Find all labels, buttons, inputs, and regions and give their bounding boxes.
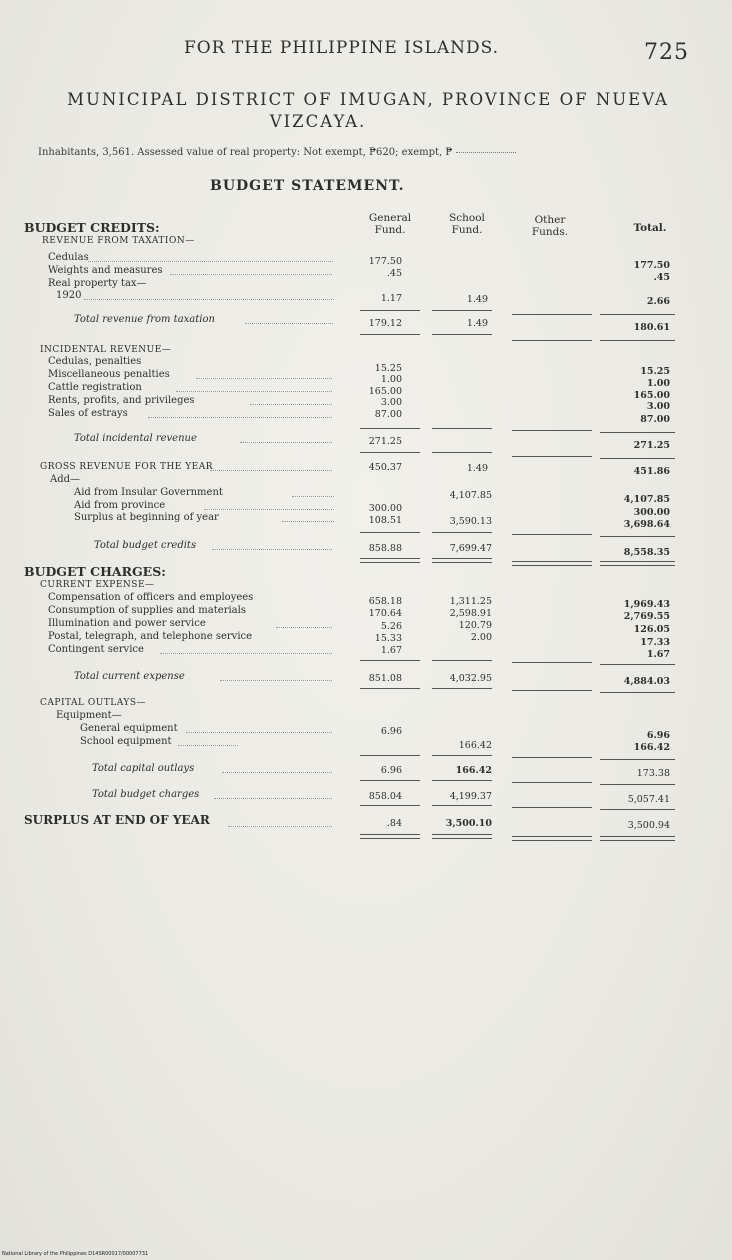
inhabitants-info (38, 147, 516, 158)
cell-general: 450.37 (368, 462, 402, 473)
cell-general: 1.67 (380, 645, 402, 656)
revenue-taxation-heading: REVENUE FROM TAXATION— (42, 236, 195, 246)
rule (432, 452, 492, 453)
cell-total: 3.00 (646, 401, 670, 412)
cell-general: 15.33 (374, 633, 402, 644)
capital-outlays-heading: CAPITAL OUTLAYS— (40, 698, 147, 708)
cell-general: 271.25 (368, 436, 402, 447)
row-label: General equipment (80, 723, 178, 734)
incidental-heading: INCIDENTAL REVENUE— (40, 345, 172, 355)
column-other-funds (515, 214, 585, 238)
rule (360, 334, 420, 335)
rule (360, 660, 420, 661)
cell-school: 2.00 (470, 632, 492, 643)
col-other-label: Other Funds. (531, 214, 569, 238)
rule (512, 782, 592, 783)
column-total (615, 222, 685, 234)
cell-school: 1,311.25 (449, 596, 492, 607)
cell-school: 7,699.47 (449, 543, 492, 554)
cell-school: 166.42 (458, 740, 492, 751)
double-rule (512, 561, 592, 566)
cell-general: 108.51 (368, 515, 402, 526)
rule (600, 536, 675, 537)
rule (600, 664, 675, 665)
rule (600, 458, 675, 459)
cell-total: 6.96 (646, 730, 670, 741)
cell-total: 8,558.35 (623, 547, 670, 558)
row-label: Aid from Insular Government (74, 487, 223, 498)
cell-general: 15.25 (374, 363, 402, 374)
document-title-line2: VIZCAYA. (269, 112, 367, 131)
cell-total: 165.00 (633, 390, 670, 401)
col-school-label: School Fund. (449, 212, 485, 236)
leader-dots (148, 417, 332, 418)
cell-total: 126.05 (633, 624, 670, 635)
leader-dots (204, 509, 334, 510)
rule (512, 314, 592, 315)
rule (600, 314, 675, 315)
rule (360, 532, 420, 533)
charges-heading: BUDGET CHARGES: (24, 564, 166, 579)
cell-general: 177.50 (368, 256, 402, 267)
rule (432, 428, 492, 429)
row-label: Aid from province (74, 500, 166, 511)
cell-total: 177.50 (633, 260, 670, 271)
cell-school: 4,199.37 (449, 791, 492, 802)
leader-dots (88, 261, 333, 262)
leader-dots (212, 549, 332, 550)
column-general-fund (355, 212, 425, 236)
double-rule (600, 561, 675, 566)
cell-total: 4,884.03 (623, 676, 670, 687)
rule (432, 532, 492, 533)
row-label: Cattle registration (48, 382, 142, 393)
row-label: Surplus at beginning of year (74, 512, 219, 523)
cell-general: 87.00 (374, 409, 402, 420)
cell-general: 851.08 (368, 673, 402, 684)
rule (512, 340, 592, 341)
rule (512, 690, 592, 691)
leader-dots (245, 323, 333, 324)
rule (360, 310, 420, 311)
cell-total: 5,057.41 (627, 794, 670, 805)
cell-total: 87.00 (640, 414, 670, 425)
leader-dots (214, 798, 332, 799)
cell-total: 1.67 (646, 649, 670, 660)
row-label: Illumination and power service (48, 618, 206, 629)
leader-dots (186, 732, 332, 733)
add-label: Add— (50, 474, 81, 485)
rule (432, 310, 492, 311)
current-expense-heading: CURRENT EXPENSE— (40, 580, 155, 590)
equipment-heading: Equipment— (56, 710, 122, 721)
cell-general: .84 (386, 818, 402, 829)
double-rule (360, 834, 420, 839)
leader-dots (84, 299, 334, 300)
leader-dots (240, 442, 332, 443)
col-general-label: General Fund. (368, 212, 412, 236)
rule (600, 692, 675, 693)
rule (360, 688, 420, 689)
row-label: Real property tax— (48, 278, 147, 289)
row-label: Postal, telegraph, and telephone service (48, 631, 253, 642)
double-rule (600, 836, 675, 841)
cell-general: 165.00 (368, 386, 402, 397)
rule (360, 755, 420, 756)
row-label: Weights and measures (48, 265, 163, 276)
total-label: Total revenue from taxation (74, 314, 215, 325)
cell-general: 858.88 (368, 543, 402, 554)
row-label: Contingent service (48, 644, 144, 655)
rule (512, 662, 592, 663)
leader-dots (250, 404, 332, 405)
rule (600, 340, 675, 341)
cell-total: 180.61 (633, 322, 670, 333)
cell-general: 658.18 (368, 596, 402, 607)
cell-total: 4,107.85 (623, 494, 670, 505)
col-total-label: Total. (633, 222, 667, 234)
row-label: Sales of estrays (48, 408, 128, 419)
total-label: Total incidental revenue (74, 433, 197, 444)
rule (360, 428, 420, 429)
double-rule (360, 558, 420, 563)
leader-dots (276, 627, 332, 628)
cell-school: 3,500.10 (445, 818, 492, 829)
leader-dots (228, 826, 332, 827)
cell-school: 3,590.13 (449, 516, 492, 527)
leader-dots (210, 470, 332, 471)
leader-dots (196, 378, 332, 379)
double-rule (512, 836, 592, 841)
credits-heading: BUDGET CREDITS: (24, 220, 160, 235)
row-label: School equipment (80, 736, 172, 747)
cell-general: 179.12 (368, 318, 402, 329)
leader-dots (178, 745, 238, 746)
total-label: Total capital outlays (92, 763, 195, 774)
rule (360, 780, 420, 781)
row-label: Compensation of officers and employees (48, 592, 254, 603)
cell-general: 1.00 (380, 374, 402, 385)
rule (360, 805, 420, 806)
cell-total: .45 (653, 272, 670, 283)
row-label: 1920 (56, 290, 82, 301)
cell-total: 1,969.43 (623, 599, 670, 610)
cell-total: 3,500.94 (627, 820, 670, 831)
cell-general: 170.64 (368, 608, 402, 619)
cell-school: 2,598.91 (449, 608, 492, 619)
cell-general: 5.26 (380, 621, 402, 632)
column-school-fund (432, 212, 502, 236)
rule (432, 780, 492, 781)
cell-school: 166.42 (455, 765, 492, 776)
rule (432, 805, 492, 806)
cell-total: 17.33 (640, 637, 670, 648)
rule (432, 660, 492, 661)
document-title-line1: MUNICIPAL DISTRICT OF IMUGAN, PROVINCE OF NUEVA (67, 90, 669, 109)
rule (512, 757, 592, 758)
total-label: Total budget credits (94, 540, 197, 551)
rule (600, 759, 675, 760)
blank-line (456, 152, 516, 153)
cell-general: 3.00 (380, 397, 402, 408)
inhabitants-text: Inhabitants, 3,561. Assessed value of real property: Not exempt, ₱620; exempt, ₱ (38, 147, 453, 158)
total-label: Total budget charges (92, 789, 200, 800)
cell-school: 1.49 (466, 318, 488, 329)
rule (600, 809, 675, 810)
rule (432, 334, 492, 335)
cell-total: 2,769.55 (623, 611, 670, 622)
cell-total: 451.86 (633, 466, 670, 477)
cell-total: 1.00 (646, 378, 670, 389)
cell-school: 4,107.85 (449, 490, 492, 501)
row-label: Miscellaneous penalties (48, 369, 170, 380)
cell-general: 6.96 (380, 765, 402, 776)
row-label: Consumption of supplies and materials (48, 605, 246, 616)
row-label: Rents, profits, and privileges (48, 395, 195, 406)
budget-statement-title: BUDGET STATEMENT. (210, 178, 405, 194)
leader-dots (176, 391, 332, 392)
double-rule (432, 558, 492, 563)
cell-total: 2.66 (646, 296, 670, 307)
surplus-end-label: SURPLUS AT END OF YEAR (24, 813, 210, 827)
cell-total: 271.25 (633, 440, 670, 451)
cell-school: 1.49 (466, 463, 488, 474)
running-title: FOR THE PHILIPPINE ISLANDS. (184, 38, 500, 58)
rule (600, 784, 675, 785)
leader-dots (160, 653, 332, 654)
rule (512, 430, 592, 431)
total-label: Total current expense (74, 671, 185, 682)
cell-total: 3,698.64 (623, 519, 670, 530)
cell-general: .45 (386, 268, 402, 279)
cell-general: 300.00 (368, 503, 402, 514)
cell-total: 15.25 (640, 366, 670, 377)
cell-total: 173.38 (636, 768, 670, 779)
cell-general: 1.17 (380, 293, 402, 304)
cell-general: 858.04 (368, 791, 402, 802)
row-label: Cedulas (48, 252, 89, 263)
cell-total: 166.42 (633, 742, 670, 753)
page-number: 725 (644, 40, 689, 65)
rule (432, 688, 492, 689)
cell-general: 6.96 (380, 726, 402, 737)
row-label: Cedulas, penalties (48, 356, 142, 367)
leader-dots (282, 521, 334, 522)
cell-total: 300.00 (633, 507, 670, 518)
cell-school: 1.49 (466, 294, 488, 305)
leader-dots (292, 496, 334, 497)
rule (512, 807, 592, 808)
rule (432, 755, 492, 756)
gross-revenue-label: GROSS REVENUE FOR THE YEAR (40, 462, 214, 472)
rule (512, 456, 592, 457)
rule (360, 452, 420, 453)
rule (600, 432, 675, 433)
cell-school: 4,032.95 (449, 673, 492, 684)
cell-school: 120.79 (458, 620, 492, 631)
rule (512, 534, 592, 535)
leader-dots (170, 274, 332, 275)
leader-dots (222, 772, 332, 773)
library-footer: National Library of the Philippines D14SR00017/00007731 (2, 1251, 149, 1257)
leader-dots (220, 680, 332, 681)
double-rule (432, 834, 492, 839)
